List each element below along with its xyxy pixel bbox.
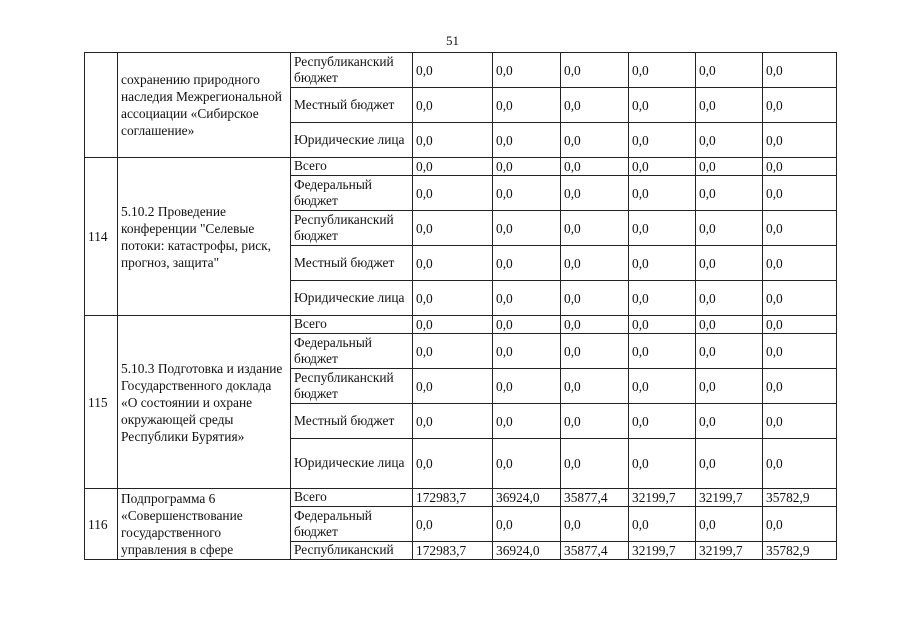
value-cell: 32199,7: [696, 489, 763, 507]
value-cell: 0,0: [629, 158, 696, 176]
value-cell: 0,0: [561, 53, 629, 88]
value-cell: 0,0: [696, 369, 763, 404]
value-cell: 0,0: [493, 88, 561, 123]
value-cell: 0,0: [413, 334, 493, 369]
funding-source: Местный бюджет: [291, 88, 413, 123]
value-cell: 0,0: [561, 88, 629, 123]
table-body: [85, 53, 837, 560]
value-cell: 0,0: [493, 369, 561, 404]
value-cell: 0,0: [561, 369, 629, 404]
value-cell: 0,0: [696, 123, 763, 158]
value-cell: 0,0: [493, 123, 561, 158]
value-cell: 0,0: [629, 507, 696, 542]
value-cell: 36924,0: [493, 542, 561, 560]
value-cell: 0,0: [696, 334, 763, 369]
funding-source: Федеральный бюджет: [291, 176, 413, 211]
value-cell: 0,0: [629, 211, 696, 246]
value-cell: 35782,9: [763, 542, 837, 560]
table-row: [85, 316, 837, 334]
value-cell: 0,0: [413, 53, 493, 88]
value-cell: 0,0: [493, 281, 561, 316]
value-cell: 0,0: [413, 158, 493, 176]
funding-source: Республиканский бюджет: [291, 369, 413, 404]
value-cell: 0,0: [696, 507, 763, 542]
value-cell: 0,0: [493, 158, 561, 176]
funding-source: Республиканский: [291, 542, 413, 560]
value-cell: 0,0: [493, 316, 561, 334]
value-cell: 0,0: [696, 316, 763, 334]
value-cell: 0,0: [629, 439, 696, 489]
funding-source: Местный бюджет: [291, 246, 413, 281]
table-row: [85, 158, 837, 176]
item-name: Подпрограмма 6 «Совершенствование государственного управления в сфере: [118, 489, 291, 560]
value-cell: 0,0: [763, 507, 837, 542]
value-cell: 0,0: [561, 158, 629, 176]
value-cell: 0,0: [413, 211, 493, 246]
value-cell: 0,0: [493, 176, 561, 211]
value-cell: 0,0: [696, 211, 763, 246]
value-cell: 0,0: [763, 334, 837, 369]
value-cell: 0,0: [696, 158, 763, 176]
item-name: 5.10.2 Проведение конференции "Селевые потоки: катастрофы, риск, прогноз, защита": [118, 158, 291, 316]
value-cell: 0,0: [561, 334, 629, 369]
value-cell: 0,0: [493, 246, 561, 281]
funding-source: Республиканский бюджет: [291, 211, 413, 246]
value-cell: 0,0: [561, 281, 629, 316]
value-cell: 32199,7: [696, 542, 763, 560]
value-cell: 35782,9: [763, 489, 837, 507]
item-name: 5.10.3 Подготовка и издание Государственного доклада «О состоянии и охране окружающей среды Республики Бурятия»: [118, 316, 291, 489]
value-cell: 0,0: [696, 53, 763, 88]
value-cell: 0,0: [413, 404, 493, 439]
table-row: [85, 489, 837, 507]
value-cell: 0,0: [629, 316, 696, 334]
value-cell: 172983,7: [413, 489, 493, 507]
value-cell: 0,0: [763, 404, 837, 439]
funding-source: Всего: [291, 489, 413, 507]
value-cell: 0,0: [763, 246, 837, 281]
value-cell: 32199,7: [629, 489, 696, 507]
value-cell: 0,0: [413, 369, 493, 404]
funding-source: Юридические лица: [291, 123, 413, 158]
value-cell: 0,0: [561, 439, 629, 489]
funding-source: Федеральный бюджет: [291, 334, 413, 369]
funding-source: Местный бюджет: [291, 404, 413, 439]
value-cell: 0,0: [629, 281, 696, 316]
funding-source: Всего: [291, 316, 413, 334]
value-cell: 32199,7: [629, 542, 696, 560]
funding-source: Юридические лица: [291, 281, 413, 316]
page-number: 51: [446, 33, 459, 48]
value-cell: 35877,4: [561, 542, 629, 560]
funding-source: Республиканский бюджет: [291, 53, 413, 88]
value-cell: 0,0: [763, 281, 837, 316]
value-cell: 0,0: [413, 176, 493, 211]
value-cell: 0,0: [763, 88, 837, 123]
value-cell: 0,0: [413, 88, 493, 123]
value-cell: 35877,4: [561, 489, 629, 507]
value-cell: 0,0: [493, 211, 561, 246]
value-cell: 0,0: [763, 316, 837, 334]
value-cell: 0,0: [763, 176, 837, 211]
item-number: 115: [85, 316, 118, 489]
value-cell: 0,0: [763, 53, 837, 88]
value-cell: 0,0: [629, 176, 696, 211]
value-cell: 0,0: [413, 316, 493, 334]
value-cell: 0,0: [629, 123, 696, 158]
value-cell: 0,0: [413, 281, 493, 316]
value-cell: 0,0: [629, 53, 696, 88]
value-cell: 0,0: [629, 334, 696, 369]
value-cell: 0,0: [413, 439, 493, 489]
value-cell: 0,0: [493, 439, 561, 489]
value-cell: 0,0: [629, 88, 696, 123]
funding-source: Всего: [291, 158, 413, 176]
value-cell: 0,0: [696, 281, 763, 316]
value-cell: 0,0: [561, 176, 629, 211]
value-cell: 0,0: [763, 439, 837, 489]
value-cell: 0,0: [696, 439, 763, 489]
value-cell: 0,0: [629, 246, 696, 281]
value-cell: 0,0: [763, 211, 837, 246]
budget-table: [84, 52, 837, 560]
value-cell: 0,0: [696, 176, 763, 211]
value-cell: 172983,7: [413, 542, 493, 560]
value-cell: 0,0: [629, 369, 696, 404]
value-cell: 0,0: [561, 404, 629, 439]
value-cell: 0,0: [493, 53, 561, 88]
value-cell: 0,0: [413, 507, 493, 542]
value-cell: 0,0: [561, 123, 629, 158]
value-cell: 0,0: [493, 507, 561, 542]
funding-source: Федеральный бюджет: [291, 507, 413, 542]
item-number: 114: [85, 158, 118, 316]
value-cell: 0,0: [561, 316, 629, 334]
value-cell: 0,0: [763, 123, 837, 158]
value-cell: 0,0: [696, 404, 763, 439]
value-cell: 36924,0: [493, 489, 561, 507]
table-row: [85, 53, 837, 88]
funding-source: Юридические лица: [291, 439, 413, 489]
value-cell: 0,0: [413, 123, 493, 158]
value-cell: 0,0: [696, 88, 763, 123]
value-cell: 0,0: [629, 404, 696, 439]
value-cell: 0,0: [763, 158, 837, 176]
value-cell: 0,0: [493, 404, 561, 439]
value-cell: 0,0: [493, 334, 561, 369]
value-cell: 0,0: [561, 211, 629, 246]
item-name: сохранению природного наследия Межрегиональной ассоциации «Сибирское соглашение»: [118, 53, 291, 158]
value-cell: 0,0: [561, 507, 629, 542]
item-number: 116: [85, 489, 118, 560]
value-cell: 0,0: [413, 246, 493, 281]
value-cell: 0,0: [763, 369, 837, 404]
value-cell: 0,0: [696, 246, 763, 281]
value-cell: 0,0: [561, 246, 629, 281]
item-number: [85, 53, 118, 158]
